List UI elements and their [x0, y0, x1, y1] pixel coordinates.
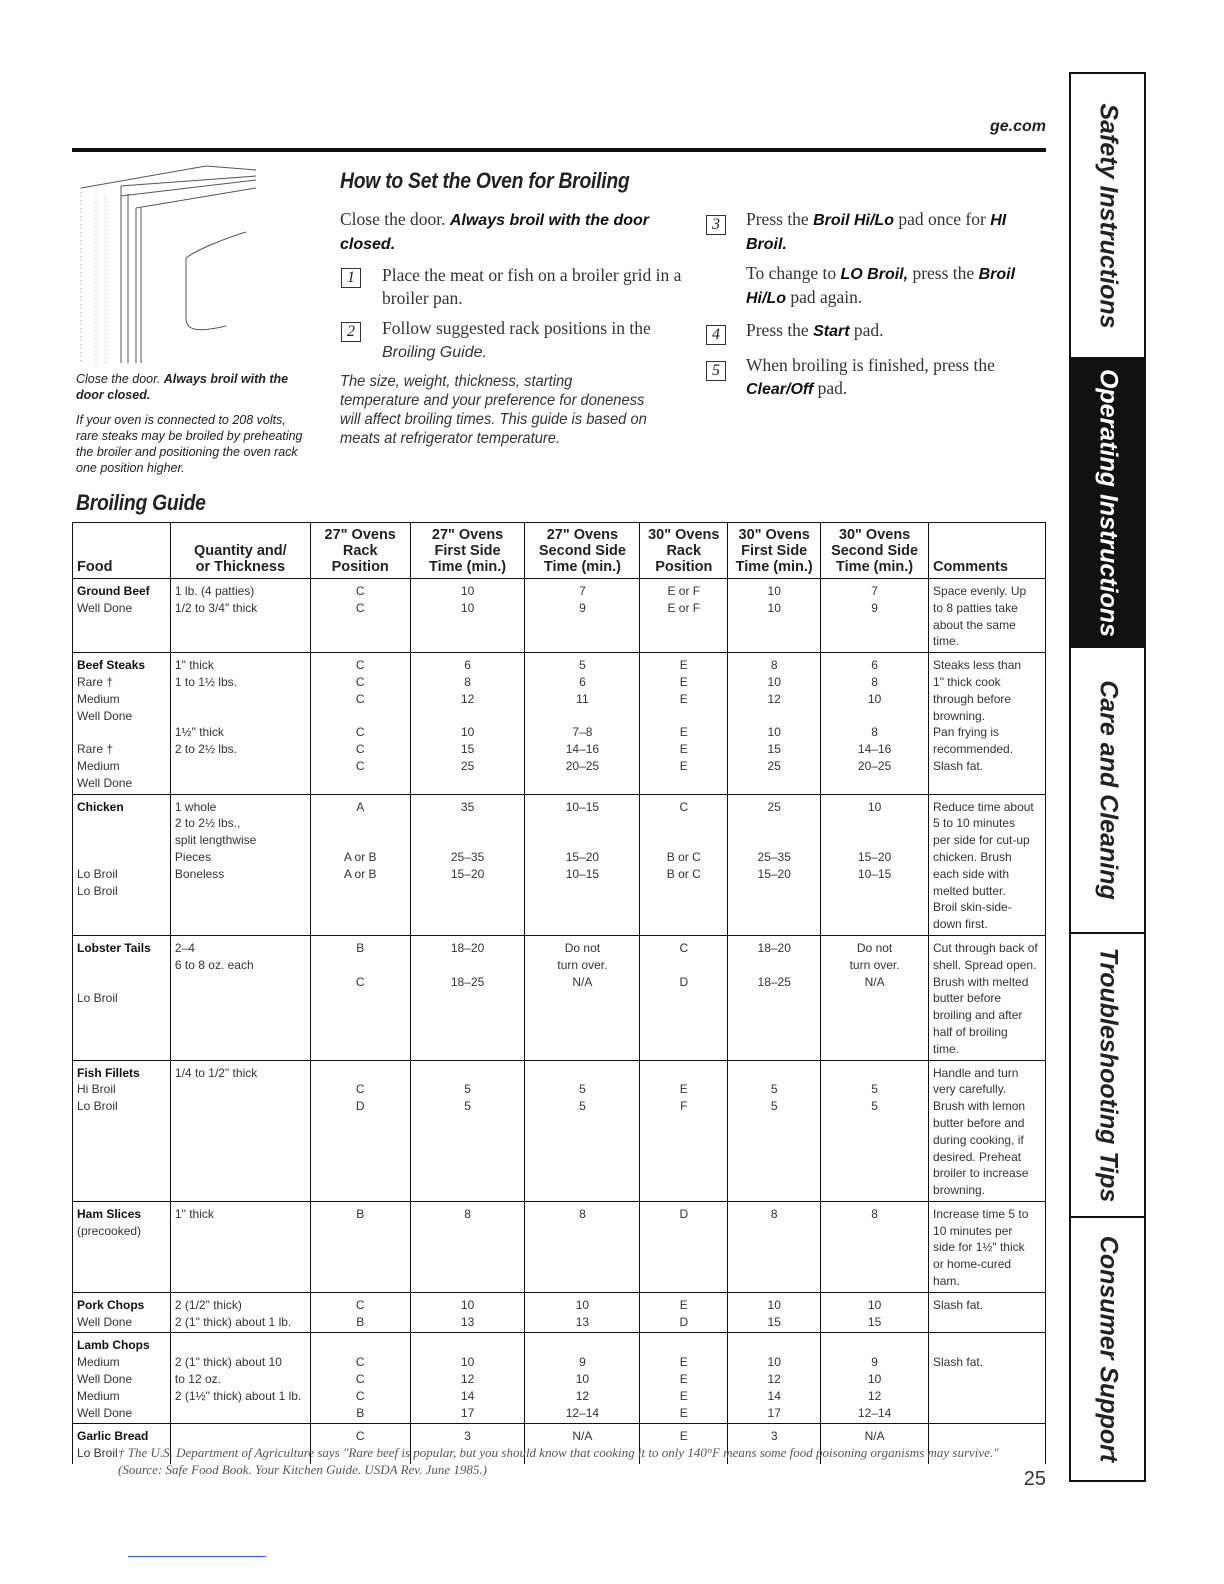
rack-30-cell: E E E E E E — [640, 653, 728, 794]
food-detail: Lo Broil Lo Broil — [77, 866, 118, 898]
step-3-post: pad once for — [893, 209, 991, 229]
rack-27-cell: A A or B A or B — [310, 794, 410, 935]
food-detail: Lo Broil — [77, 1446, 118, 1461]
quantity-cell: 1" thick — [170, 1201, 310, 1292]
illustration-caption — [76, 371, 306, 403]
second-30-cell: Do not turn over. N/A — [821, 935, 929, 1060]
step-2-text — [382, 317, 682, 364]
table-row — [73, 653, 1046, 794]
col-header-27-rack: 27" Ovens Rack Position — [310, 523, 410, 579]
table-row — [73, 794, 1046, 935]
guide-title: Broiling Guide — [76, 490, 206, 515]
col-header-30-first: 30" Ovens First Side Time (min.) — [728, 523, 821, 579]
first-27-cell: 8 — [410, 1201, 525, 1292]
rack-27-cell: C — [310, 1424, 410, 1464]
oven-door-closed-icon — [76, 158, 256, 368]
rack-27-cell: C C C B — [310, 1333, 410, 1424]
food-cell — [73, 1292, 171, 1333]
col-header-30-rack: 30" Ovens Rack Position — [640, 523, 728, 579]
second-30-cell: 5 5 — [821, 1060, 929, 1201]
rack-30-cell: D — [640, 1201, 728, 1292]
step-1-text: Place the meat or fish on a broiler grid in a broiler pan. — [382, 265, 682, 308]
food-detail: Hi Broil Lo Broil — [77, 1082, 118, 1114]
bottom-line — [128, 1556, 266, 1557]
food-cell — [73, 579, 171, 653]
first-30-cell: 8 — [728, 1201, 821, 1292]
second-30-cell: 6 8 10 8 14–16 20–25 — [821, 653, 929, 794]
rack-30-cell: E — [640, 1424, 728, 1464]
step-3-pre: Press the — [746, 209, 814, 229]
rack-30-cell: C D — [640, 935, 728, 1060]
col-header-comments: Comments — [929, 523, 1046, 579]
step-3b-mid: press the — [908, 263, 979, 283]
food-detail: Lo Broil — [77, 991, 118, 1006]
food-name: Chicken — [77, 799, 124, 814]
rack-30-cell: C B or C B or C — [640, 794, 728, 935]
step-4-pad: Start — [813, 323, 850, 340]
second-30-cell: 9 10 12 12–14 — [821, 1333, 929, 1424]
step-5-number: 5 — [706, 361, 726, 381]
second-27-cell: 10 13 — [525, 1292, 640, 1333]
second-27-cell: 5 6 11 7–8 14–16 20–25 — [525, 653, 640, 794]
tab-label: Consumer Support — [1094, 1235, 1122, 1463]
col-header-quantity: Quantity and/ or Thickness — [170, 523, 310, 579]
comments-cell: Space evenly. Up to 8 patties take about the same time. — [929, 579, 1046, 653]
rack-27-cell: C D — [310, 1060, 410, 1201]
tab-label: Safety Instructions — [1094, 102, 1122, 329]
food-cell — [73, 1333, 171, 1424]
second-30-cell: N/A — [821, 1424, 929, 1464]
broiling-guide-table — [72, 522, 1046, 1464]
howto-note: The size, weight, thickness, starting temperature and your preference for doneness will affect broiling times. This guide is based on meats at refrigerator temperature. — [340, 373, 647, 447]
second-27-cell: Do not turn over. N/A — [525, 935, 640, 1060]
first-27-cell: 18–20 18–25 — [410, 935, 525, 1060]
howto-intro — [340, 208, 686, 256]
first-27-cell: 6 8 12 10 15 25 — [410, 653, 525, 794]
step-4-text — [746, 319, 1036, 343]
tab-label: Operating Instructions — [1094, 368, 1122, 637]
food-detail: Well Done — [77, 1314, 133, 1329]
col-header-30-second: 30" Ovens Second Side Time (min.) — [821, 523, 929, 579]
first-27-cell: 10 10 — [410, 579, 525, 653]
quantity-cell: 2 (1/2" thick) 2 (1" thick) about 1 lb. — [170, 1292, 310, 1333]
rack-27-cell: B — [310, 1201, 410, 1292]
second-27-cell: 9 10 12 12–14 — [525, 1333, 640, 1424]
step-3b-pre: To change to — [746, 263, 841, 283]
step-3-number: 3 — [706, 215, 726, 235]
rack-27-cell: C C C C C C — [310, 653, 410, 794]
food-name: Ground Beef — [77, 584, 150, 598]
site-url: ge.com — [989, 118, 1046, 135]
second-30-cell: 10 15 — [821, 1292, 929, 1333]
step-2-plain: Follow suggested rack positions in the — [382, 318, 651, 338]
howto-intro-bold: Always broil with the door closed. — [340, 212, 649, 253]
food-name: Ham Slices — [77, 1206, 142, 1221]
second-27-cell: N/A — [525, 1424, 640, 1464]
food-name: Fish Fillets — [77, 1065, 140, 1080]
section-tabs — [1069, 72, 1146, 1482]
first-30-cell: 10 15 — [728, 1292, 821, 1333]
rack-30-cell: E F — [640, 1060, 728, 1201]
comments-cell: Handle and turn very carefully. Brush with lemon butter before and during cooking, if desired. Preheat broiler to increase browning. — [929, 1060, 1046, 1201]
howto-title: How to Set the Oven for Broiling — [340, 168, 630, 193]
quantity-cell: 1/4 to 1/2" thick — [170, 1060, 310, 1201]
quantity-cell: 1 whole 2 to 2½ lbs., split lengthwise Pieces Boneless — [170, 794, 310, 935]
howto-intro-plain: Close the door. — [340, 209, 450, 229]
second-27-cell: 10–15 15–20 10–15 — [525, 794, 640, 935]
quantity-cell: 1" thick 1 to 1½ lbs. 1½" thick 2 to 2½ lbs. — [170, 653, 310, 794]
first-30-cell: 5 5 — [728, 1060, 821, 1201]
food-name: Pork Chops — [77, 1297, 145, 1312]
step-4-pre: Press the — [746, 320, 814, 340]
rack-27-cell: B C — [310, 935, 410, 1060]
tab-label: Troubleshooting Tips — [1094, 947, 1122, 1203]
comments-cell: Slash fat. — [929, 1333, 1046, 1424]
quantity-cell: 1 lb. (4 patties) 1/2 to 3/4" thick — [170, 579, 310, 653]
step-5-post: pad. — [813, 378, 848, 398]
rack-30-cell: E D — [640, 1292, 728, 1333]
rack-30-cell: E or F E or F — [640, 579, 728, 653]
header-rule — [72, 148, 1046, 152]
col-header-27-second: 27" Ovens Second Side Time (min.) — [525, 523, 640, 579]
step-3-pad: Broil Hi/Lo — [813, 212, 894, 229]
tab-safety-instructions[interactable] — [1071, 74, 1144, 359]
caption-bold: Always broil with the door closed. — [76, 372, 289, 402]
table-row — [73, 1292, 1046, 1333]
step-3b-pad: Broil Hi/Lo — [746, 266, 1016, 307]
comments-cell: Increase time 5 to 10 minutes per side for 1½" thick or home-cured ham. — [929, 1201, 1046, 1292]
step-1-number: 1 — [341, 268, 361, 288]
food-name: Lamb Chops — [77, 1338, 150, 1353]
rack-27-cell: C B — [310, 1292, 410, 1333]
rack-27-cell: C C — [310, 579, 410, 653]
first-27-cell: 10 13 — [410, 1292, 525, 1333]
second-30-cell: 7 9 — [821, 579, 929, 653]
food-name: Lobster Tails — [77, 940, 151, 955]
food-cell — [73, 1060, 171, 1201]
comments-cell: Steaks less than 1" thick cook through before browning. Pan frying is recommended. Slash fat. — [929, 653, 1046, 794]
table-row — [73, 935, 1046, 1060]
first-27-cell: 35 25–35 15–20 — [410, 794, 525, 935]
food-cell — [73, 1201, 171, 1292]
caption-note: If your oven is connected to 208 volts, rare steaks may be broiled by preheating the broiler and positioning the oven rack one position higher. — [76, 413, 303, 475]
col-header-27-first: 27" Ovens First Side Time (min.) — [410, 523, 525, 579]
step-4-post: pad. — [849, 320, 884, 340]
first-30-cell: 8 10 12 10 15 25 — [728, 653, 821, 794]
second-27-cell: 8 — [525, 1201, 640, 1292]
table-row — [73, 1333, 1046, 1424]
step-2-number: 2 — [341, 322, 361, 342]
food-cell — [73, 794, 171, 935]
first-27-cell: 3 — [410, 1424, 525, 1464]
food-cell — [73, 653, 171, 794]
food-detail: (precooked) — [77, 1223, 142, 1238]
second-27-cell: 7 9 — [525, 579, 640, 653]
quantity-cell: 2–4 6 to 8 oz. each — [170, 935, 310, 1060]
food-name: Garlic Bread — [77, 1429, 149, 1444]
table-row — [73, 579, 1046, 653]
second-27-cell: 5 5 — [525, 1060, 640, 1201]
table-header-row — [73, 523, 1046, 579]
food-detail: Well Done — [77, 600, 133, 615]
tab-label: Care and Cleaning — [1094, 680, 1122, 900]
step-3b-text — [746, 262, 1036, 310]
step-3b-mode: LO Broil, — [840, 266, 909, 283]
first-30-cell: 18–20 18–25 — [728, 935, 821, 1060]
second-30-cell: 8 — [821, 1201, 929, 1292]
tab-operating-instructions[interactable] — [1071, 359, 1144, 648]
col-header-food: Food — [73, 523, 171, 579]
step-5-pad: Clear/Off — [746, 381, 814, 398]
comments-cell: Slash fat. — [929, 1292, 1046, 1333]
second-30-cell: 10 15–20 10–15 — [821, 794, 929, 935]
step-3-text — [746, 208, 1036, 256]
first-30-cell: 10 12 14 17 — [728, 1333, 821, 1424]
quantity-cell: 2 (1" thick) about 10 to 12 oz. 2 (1½" thick) about 1 lb. — [170, 1333, 310, 1424]
step-5-text — [746, 354, 1036, 401]
rack-30-cell: E E E E — [640, 1333, 728, 1424]
first-30-cell: 25 25–35 15–20 — [728, 794, 821, 935]
comments-cell: Reduce time about 5 to 10 minutes per side for cut-up chicken. Brush each side with melted butter. Broil skin-side- down first. — [929, 794, 1046, 935]
food-detail: Rare † Medium Well Done Rare † Medium Well Done — [77, 674, 133, 790]
step-3b-post: pad again. — [786, 287, 863, 307]
caption-plain: Close the door. — [76, 372, 164, 386]
food-detail: Medium Well Done Medium Well Done — [77, 1355, 133, 1420]
first-30-cell: 3 — [728, 1424, 821, 1464]
tab-troubleshooting-tips[interactable] — [1071, 934, 1144, 1218]
table-row — [73, 1060, 1046, 1201]
page-number: 25 — [1023, 1468, 1046, 1490]
first-27-cell: 5 5 — [410, 1060, 525, 1201]
food-cell — [73, 935, 171, 1060]
step-2-link: Broiling Guide. — [382, 344, 487, 361]
first-30-cell: 10 10 — [728, 579, 821, 653]
tab-consumer-support[interactable] — [1071, 1218, 1144, 1480]
step-4-number: 4 — [706, 325, 726, 345]
footnote: † The U.S. Department of Agriculture says "Rare beef is popular, but you should know that cooking it to only 140°F means some food poisoning organisms may survive." (Source: Safe Food Book. Your Kitchen Guide. USDA Rev. June 1985.) — [118, 1445, 999, 1477]
step-5-pre: When broiling is finished, press the — [746, 355, 995, 375]
step-3-mode: HI Broil. — [746, 212, 1007, 253]
first-27-cell: 10 12 14 17 — [410, 1333, 525, 1424]
table-row — [73, 1201, 1046, 1292]
comments-cell: Cut through back of shell. Spread open. Brush with melted butter before broiling and after half of broiling time. — [929, 935, 1046, 1060]
food-name: Beef Steaks — [77, 658, 146, 673]
tab-care-and-cleaning[interactable] — [1071, 648, 1144, 934]
